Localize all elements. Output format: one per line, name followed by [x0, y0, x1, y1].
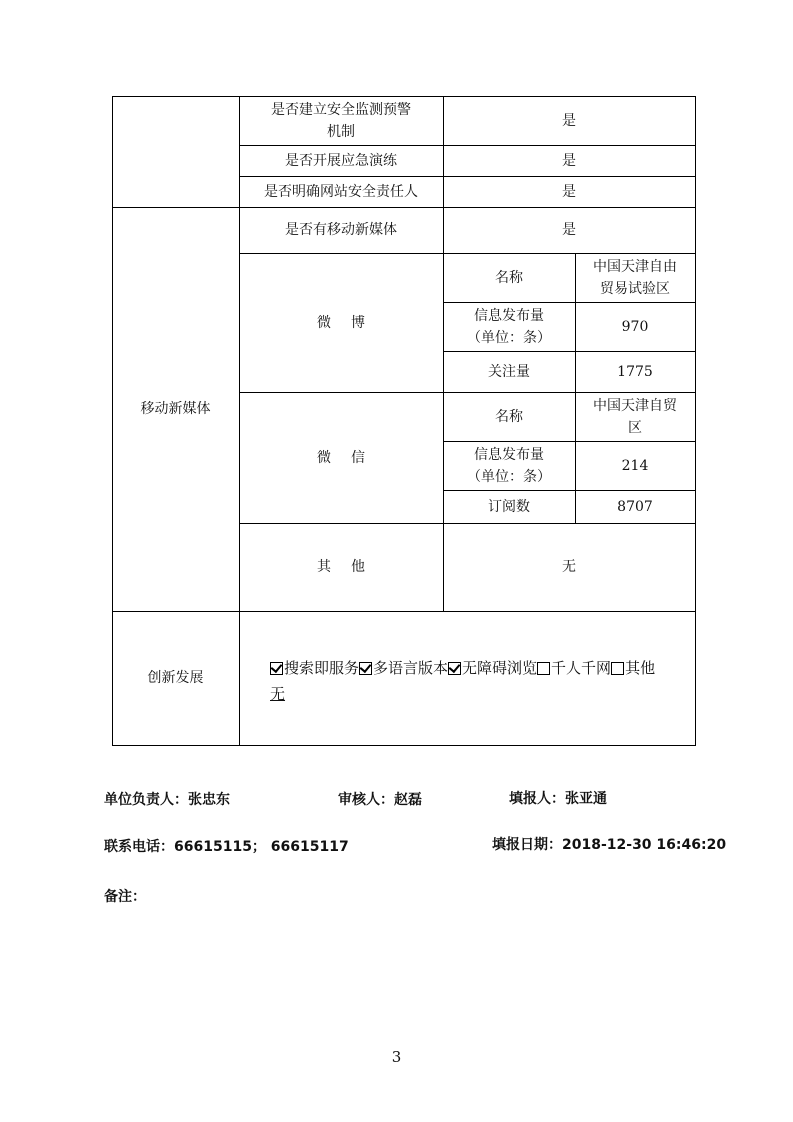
has-mobile-media-label: 是否有移动新媒体 — [285, 222, 397, 238]
fill-date — [492, 834, 726, 854]
reviewer-value: 赵磊 — [394, 792, 422, 808]
monitoring-label: 是否建立安全监测预警 机制 — [271, 101, 411, 140]
filler-label: 填报人： — [509, 791, 565, 807]
wechat-label — [239, 392, 443, 523]
unit-head-label: 单位负责人： — [104, 792, 188, 808]
fill-date-value: 2018-12-30 16:46:20 — [562, 837, 727, 853]
responsible-label: 是否明确网站安全责任人 — [264, 183, 418, 200]
checkbox-checked-icon[interactable] — [448, 662, 461, 675]
option-other[interactable] — [611, 656, 655, 680]
page-number: 3 — [391, 1048, 402, 1066]
wechat-posts-label: 信息发布量 （单位：条） — [467, 446, 551, 485]
option-label: 搜索即服务 — [284, 659, 360, 677]
option-label: 多语言版本 — [373, 659, 449, 677]
checkbox-unchecked-icon[interactable] — [611, 662, 624, 675]
fill-date-label: 填报日期： — [492, 837, 562, 853]
filler-value: 张亚通 — [565, 791, 607, 807]
weibo-followers-value: 1775 — [617, 363, 653, 380]
weibo-label — [239, 253, 443, 392]
phone-label: 联系电话： — [104, 839, 174, 855]
wechat-posts-value: 214 — [621, 457, 649, 474]
checkbox-checked-icon[interactable] — [359, 662, 372, 675]
innovation-options — [270, 656, 690, 706]
has-mobile-media-value: 是 — [562, 222, 576, 238]
responsible-value: 是 — [562, 183, 576, 200]
weibo-followers-label: 关注量 — [488, 363, 530, 380]
reviewer — [338, 789, 422, 809]
other-media-value: 无 — [562, 559, 576, 575]
innovation-other-text: 无 — [270, 684, 286, 703]
drill-label: 是否开展应急演练 — [285, 152, 397, 169]
option-multilingual[interactable] — [359, 656, 448, 680]
option-label: 其他 — [625, 659, 656, 677]
monitoring-value: 是 — [562, 112, 576, 129]
option-search-as-service[interactable] — [270, 656, 359, 680]
filler — [509, 788, 607, 808]
checkbox-unchecked-icon[interactable] — [537, 662, 550, 675]
option-label: 无障碍浏览 — [462, 659, 538, 677]
mobile-media-section-label: 移动新媒体 — [140, 401, 211, 417]
wechat-subscribers-value: 8707 — [617, 498, 653, 515]
wechat-subscribers-label: 订阅数 — [488, 498, 530, 515]
weibo-posts-label: 信息发布量 （单位：条） — [467, 307, 551, 346]
reviewer-label: 审核人： — [338, 792, 394, 808]
phone-value: 66615115； 66615117 — [174, 839, 349, 855]
checkbox-checked-icon[interactable] — [270, 662, 283, 675]
weibo-posts-value: 970 — [621, 318, 649, 335]
remarks-label: 备注： — [104, 889, 146, 905]
weibo-name-value: 中国天津自由 贸易试验区 — [593, 258, 677, 297]
unit-head — [104, 789, 230, 809]
wechat-name-value: 中国天津自贸 区 — [593, 397, 677, 436]
option-accessibility[interactable] — [448, 656, 537, 680]
weibo-label-text: 微博 — [317, 314, 385, 331]
wechat-label-text: 微信 — [317, 449, 385, 466]
wechat-name-label: 名称 — [495, 408, 523, 425]
drill-value: 是 — [562, 152, 576, 169]
option-personalized[interactable] — [537, 656, 611, 680]
weibo-name-label: 名称 — [495, 269, 523, 286]
option-label: 千人千网 — [551, 659, 612, 677]
other-media-label — [239, 523, 443, 611]
other-media-label-text: 其他 — [317, 559, 385, 575]
innovation-label: 创新发展 — [147, 670, 204, 686]
unit-head-value: 张忠东 — [188, 792, 230, 808]
phone — [104, 836, 349, 856]
